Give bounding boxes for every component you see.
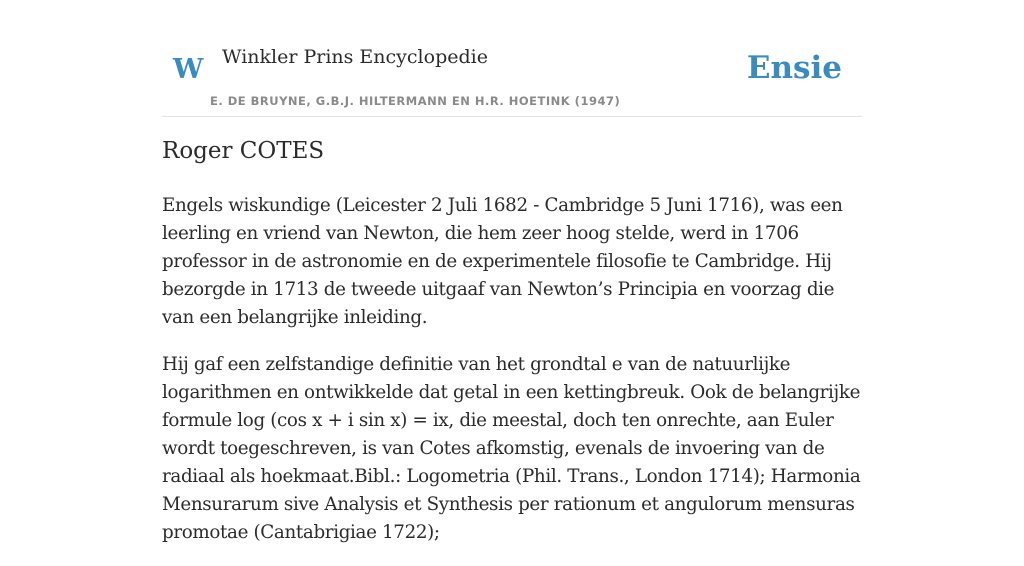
source-authors: E. DE BRUYNE, G.B.J. HILTERMANN EN H.R. HOETINK (1947) (210, 94, 621, 108)
source-title[interactable]: Winkler Prins Encyclopedie (222, 46, 488, 68)
article-title: Roger COTES (162, 138, 325, 164)
article-paragraph: Hij gaf een zelfstandige definitie van het grondtal e van de natuurlijke logarithmen en ontwikkelde dat getal in een kettingbreuk. Ook de belangrijke formule log (cos x + i sin x) = ix, die meestal, doch ten onrechte, aan Euler wordt toegeschreven, is van Cotes afkomstig, evenals de invoering van de radiaal als hoekmaat.Bibl.: Logometria (Phil. Trans., London 1714); Harmonia Mensurarum sive Analysis et Synthesis per rationum et angulorum mensuras promotae (Cantabrigiae 1722); (162, 354, 861, 543)
article-body (162, 192, 864, 566)
ensie-logo[interactable]: Ensie (746, 50, 842, 86)
page-header (162, 0, 862, 117)
article-paragraph: Engels wiskundige (Leicester 2 Juli 1682 - Cambridge 5 Juni 1716), was een leerling en vriend van Newton, die hem zeer hoog stelde, werd in 1706 professor in de astronomie en de experimentele filosofie te Cambridge. Hij bezorgde in 1713 de tweede uitgaaf van Newton’s Principia en voorzag die van een belangrijke inleiding. (162, 195, 843, 328)
winkler-prins-logo[interactable]: W (173, 54, 204, 85)
